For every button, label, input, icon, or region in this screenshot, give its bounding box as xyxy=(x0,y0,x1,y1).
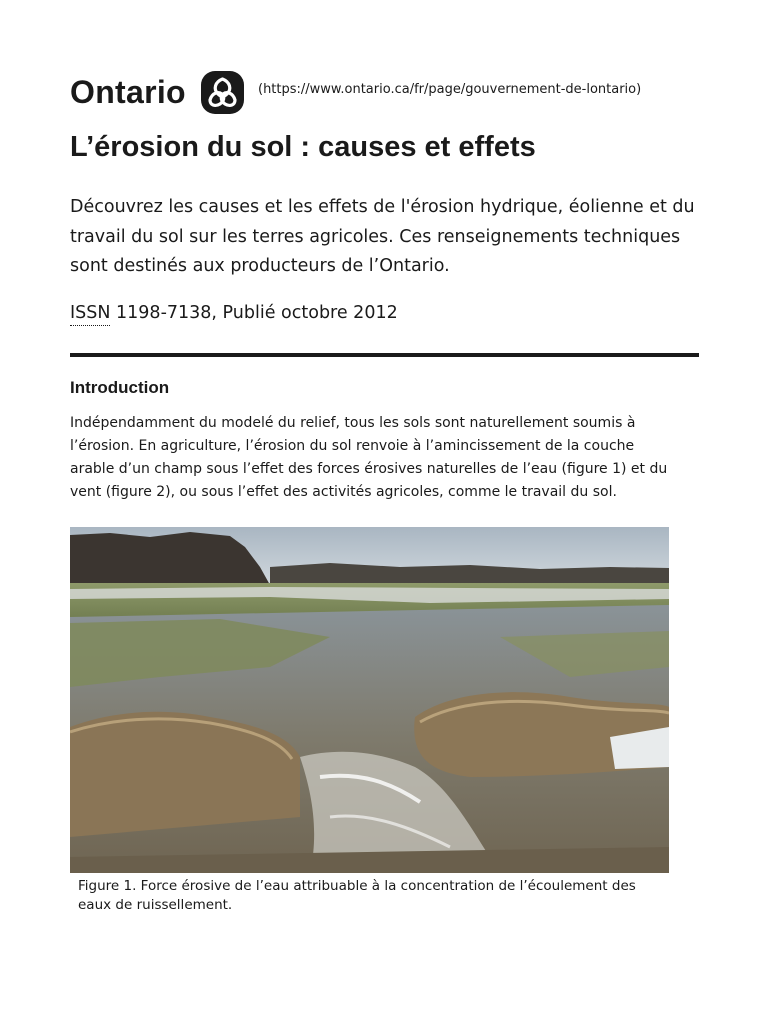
introduction-paragraph: Indépendamment du modelé du relief, tous les sols sont naturellement soumis à l’érosion. En agriculture, l’érosion du sol renvoie à l’amincissement de la couche arable d’un champ sous l’effet des forces érosives naturelles de l’eau (figure 1) et du vent (figure 2), ou sous l’effet des activités agricoles, comme le travail du sol. xyxy=(70,415,668,500)
introduction-heading: Introduction xyxy=(70,378,170,397)
lead-paragraph: Découvrez les causes et les effets de l'érosion hydrique, éolienne et du travail du sol sur les terres agricoles. Ces renseignements techniques sont destinés aux producteurs de l’Ontario. xyxy=(70,197,695,276)
ontario-url[interactable]: (https://www.ontario.ca/fr/page/gouvernement-de-lontario) xyxy=(258,82,642,97)
issn-value: 1198-7138, Publié octobre 2012 xyxy=(110,303,398,323)
issn-abbreviation[interactable]: ISSN xyxy=(70,303,110,326)
ontario-wordmark[interactable]: Ontario xyxy=(70,74,186,110)
trillium-icon[interactable] xyxy=(200,70,245,115)
figure-1-photo xyxy=(70,527,669,873)
section-divider xyxy=(70,353,699,357)
site-header xyxy=(70,70,710,118)
figure-1-caption: Figure 1. Force érosive de l’eau attribuable à la concentration de l’écoulement des eaux de ruissellement. xyxy=(78,878,636,913)
page-title: L’érosion du sol : causes et effets xyxy=(70,131,536,163)
publication-info xyxy=(70,303,710,323)
